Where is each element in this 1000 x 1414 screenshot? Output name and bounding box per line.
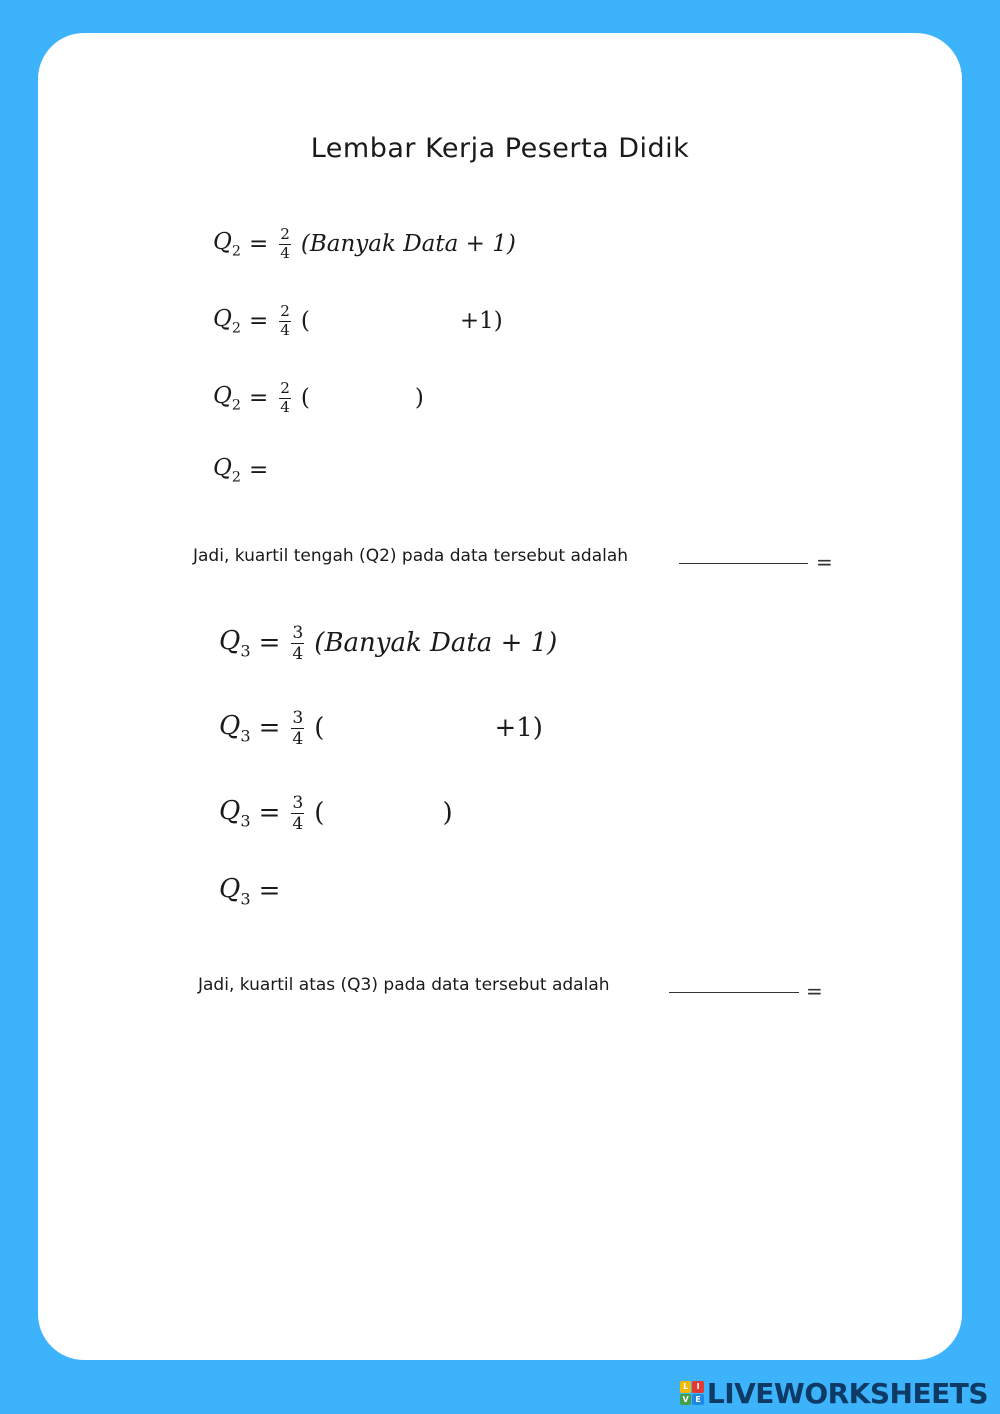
q3-conclusion-text: Jadi, kuartil atas (Q3) pada data tersebut adalah xyxy=(198,975,610,995)
brand-name: LIVEWORKSHEETS xyxy=(706,1376,988,1410)
q2-formula-line-3: $Q_2$ = $\frac{2}{4}$ ( ) xyxy=(213,378,424,416)
q2-formula-line-2: $Q_2$ = $\frac{2}{4}$ ( +1) xyxy=(213,301,503,339)
q2-answer-slot-result[interactable] xyxy=(277,455,437,485)
q3-conclusion-equals: = xyxy=(806,979,823,1003)
worksheet-page xyxy=(38,33,962,1360)
q2-fraction: $\frac{2}{4}$ xyxy=(280,224,290,262)
q2-formula-line-1: $Q_2$ = $\frac{2}{4}$ (Banyak Data + 1) xyxy=(213,224,516,262)
q2-formula-line-4: $Q_2$ = xyxy=(213,445,437,495)
q3-expression: (Banyak Data + 1) xyxy=(314,628,558,658)
q3-answer-slot-result[interactable] xyxy=(289,876,449,906)
q3-fraction: $\frac{3}{4}$ xyxy=(292,622,304,664)
q3-formula-line-2: $Q_3$ = $\frac{3}{4}$ ( +1) xyxy=(219,707,543,749)
q2-conclusion-equals: = xyxy=(816,550,833,574)
liveworksheets-logo-icon: L I V E xyxy=(680,1381,704,1405)
q2-conclusion-blank[interactable] xyxy=(679,563,808,564)
q3-formula-line-3: $Q_3$ = $\frac{3}{4}$ ( ) xyxy=(219,792,453,834)
q2-variable: $Q_2$ xyxy=(213,228,241,260)
q3-conclusion-blank[interactable] xyxy=(669,992,799,993)
page-title: Lembar Kerja Peserta Didik xyxy=(310,133,690,164)
q3-formula-line-4: $Q_3$ = xyxy=(219,866,449,916)
q3-variable: $Q_3$ xyxy=(219,625,251,661)
q2-conclusion-text: Jadi, kuartil tengah (Q2) pada data tersebut adalah xyxy=(193,546,629,566)
q3-formula-line-1: $Q_3$ = $\frac{3}{4}$ (Banyak Data + 1) xyxy=(219,622,558,664)
q2-expression: (Banyak Data + 1) xyxy=(300,231,516,257)
liveworksheets-brand[interactable] xyxy=(680,1378,988,1408)
